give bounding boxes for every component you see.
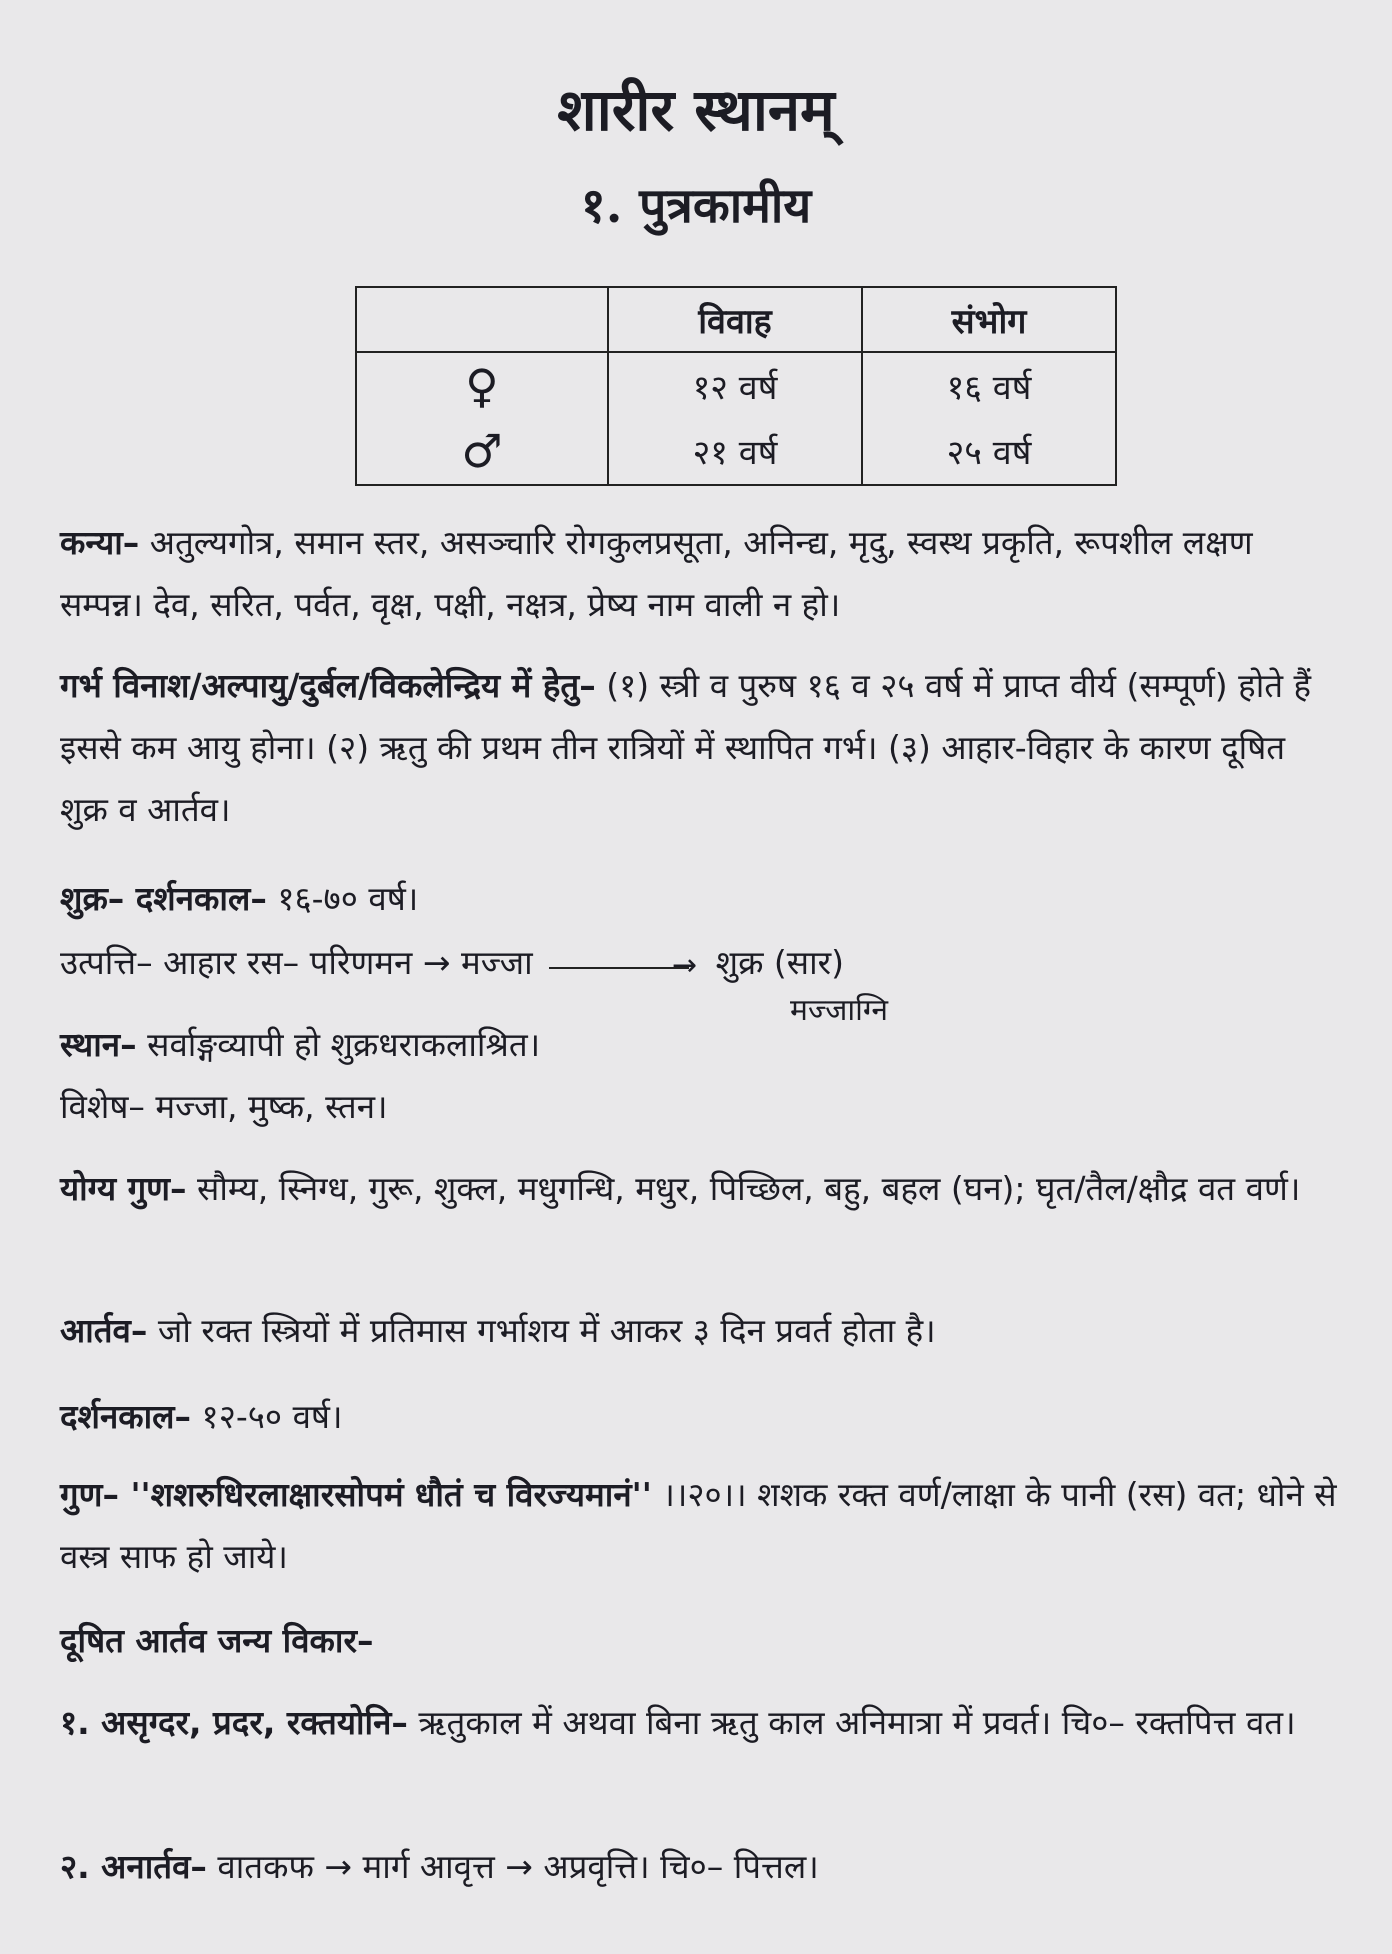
table-row-female [356,352,1116,418]
item2-paragraph [60,1836,1340,1898]
darshan-text: १२-५० वर्ष। [191,1397,343,1436]
table-row-male [356,419,1116,485]
aartav-text: जो रक्त स्त्रियों में प्रतिमास गर्भाशय में आकर ३ दिन प्रवर्त होता है। [147,1311,936,1350]
sthan-heading: स्थान– [60,1025,137,1064]
arrow-label: मज्जाग्नि [790,993,888,1028]
guna-paragraph [60,1464,1340,1588]
dushit-heading: दूषित आर्तव जन्य विकार– [60,1621,374,1660]
table-header-row [356,287,1116,352]
yogya-heading: योग्य गुण– [60,1169,187,1208]
darshan-paragraph [60,1386,1340,1448]
sthan-text: सर्वाङ्गव्यापी हो शुक्रधराकलाश्रित। [136,1025,541,1064]
guna-heading: गुण– [60,1475,119,1514]
shukra-paragraph [60,868,1340,930]
kanya-paragraph [60,512,1340,636]
male-symbol-icon: ♂ [356,419,608,485]
utpatti-flow [60,938,1340,1028]
dushit-heading-line [60,1610,1340,1672]
page-title: शारीर स्थानम् [557,76,835,144]
item2-heading: २. अनार्तव– [60,1847,207,1886]
aartav-heading: आर्तव– [60,1311,148,1350]
table-header-vivah: विवाह [608,287,862,352]
table-header-empty [356,287,608,352]
utpatti-result: शुक्र (सार) [715,943,845,982]
table-cell: २१ वर्ष [608,419,862,485]
female-symbol-icon: ♀ [356,352,608,418]
table-cell: १६ वर्ष [862,352,1116,418]
guna-quote: ''शशरुधिरलाक्षारसोपमं धौतं च विरज्यमानं'' [118,1475,652,1514]
shukra-heading: शुक्र– दर्शनकाल– [60,879,267,918]
shukra-text: १६-७० वर्ष। [266,879,419,918]
garbha-heading: गर्भ विनाश/अल्पायु/दुर्बल/विकलेन्द्रिय में हेतु– [60,666,596,705]
garbha-text: (१) स्त्री व पुरुष १६ व २५ वर्ष में प्राप्त वीर्य (सम्पूर्ण) होते हैं इससे कम आयु होना। (२) ऋतु की प्रथम तीन रात्रियों में स्थापित गर्भ। (३) आहार-विहार के कारण दूषित शुक्र व आर्तव। [60,666,1312,829]
garbha-paragraph [60,655,1340,841]
item1-paragraph [60,1692,1340,1754]
chapter-heading: १. पुत्रकामीय [580,178,812,234]
table-header-sambhog: संभोग [862,287,1116,352]
utpatti-text: उत्पत्ति– आहार रस– परिणमन → मज्जा [60,943,533,982]
sthan-paragraph [60,1014,1340,1076]
item1-heading: १. असृग्दर, प्रदर, रक्तयोनि– [60,1703,408,1742]
aartav-paragraph [60,1300,1340,1362]
table-cell: २५ वर्ष [862,419,1116,485]
age-table [355,286,1117,486]
guna-text: ।।२०।। शशक रक्त वर्ण/लाक्षा के पानी (रस) वत; धोने से वस्त्र साफ हो जाये। [60,1475,1337,1576]
kanya-text: अतुल्यगोत्र, समान स्तर, असञ्चारि रोगकुलप्रसूता, अनिन्द्य, मृदु, स्वस्थ प्रकृति, रूपशील लक्षण सम्पन्न। देव, सरित, पर्वत, वृक्ष, पक्षी, नक्षत्र, प्रेष्य नाम वाली न हो। [60,523,1253,624]
vishesh-text: विशेष– मज्जा, मुष्क, स्तन। [60,1087,388,1126]
vishesh-paragraph [60,1076,1340,1138]
long-arrow-icon: → [549,945,699,985]
item1-text: ऋतुकाल में अथवा बिना ऋतु काल अनिमात्रा में प्रवर्त। चि०– रक्तपित्त वत। [407,1703,1296,1742]
yogya-text: सौम्य, स्निग्ध, गुरू, शुक्ल, मधुगन्धि, मधुर, पिच्छिल, बहु, बहल (घन); घृत/तैल/क्षौद्र वत वर्ण। [186,1169,1301,1208]
kanya-heading: कन्या– [60,523,140,562]
item2-text: वातकफ → मार्ग आवृत्त → अप्रवृत्ति। चि०– पित्तल। [206,1847,819,1886]
yogya-paragraph [60,1158,1340,1220]
table-cell: १२ वर्ष [608,352,862,418]
darshan-heading: दर्शनकाल– [60,1397,192,1436]
